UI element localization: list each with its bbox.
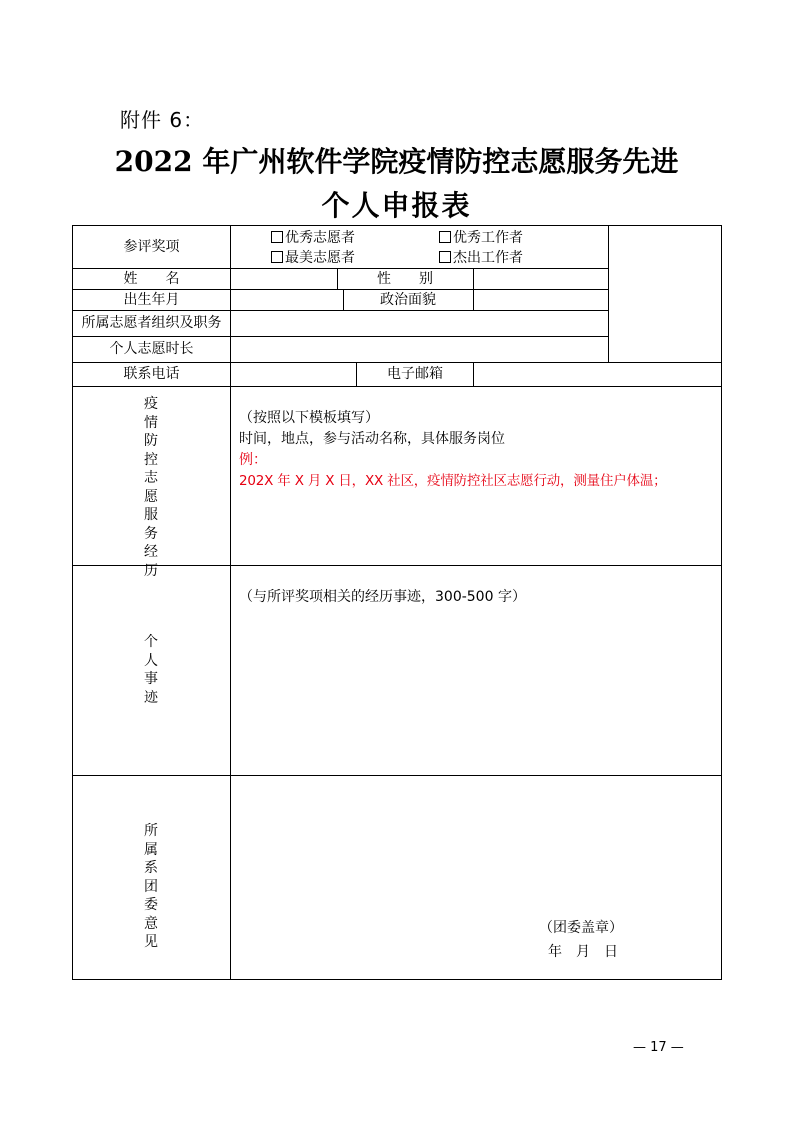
org-label: 所属志愿者组织及职务 [81, 315, 222, 331]
hours-label: 个人志愿时长 [109, 341, 194, 357]
award-label: 参评奖项 [123, 239, 180, 255]
gender-label: 性 别 [377, 271, 433, 287]
example-label: 例： [239, 452, 267, 468]
deeds-hint: （与所评奖项相关的经历事迹，300-500 字） [239, 589, 526, 605]
page-title: 2022 年广州软件学院疫情防控志愿服务先进 [114, 145, 679, 178]
org-field[interactable] [231, 310, 608, 336]
birth-field[interactable] [231, 289, 342, 310]
award-option-most-beautiful-volunteer[interactable]: 最美志愿者 [271, 249, 355, 267]
political-label: 政治面貌 [380, 292, 436, 308]
award-option-excellent-volunteer[interactable]: 优秀志愿者 [271, 229, 355, 247]
experience-hint: （按照以下模板填写） [239, 410, 379, 426]
page-number: — 17 — [633, 1040, 684, 1055]
page-subtitle: 个人申报表 [321, 189, 472, 222]
experience-label: 疫情防控志愿服务经历 [144, 396, 158, 579]
application-form [72, 225, 722, 980]
phone-field[interactable] [231, 362, 356, 386]
photo-area [609, 226, 721, 362]
example-text: 202X 年 X 月 X 日，XX 社区，疫情防控社区志愿行动，测量住户体温； [239, 473, 667, 489]
date-line: 年 月 日 [548, 944, 618, 960]
email-field[interactable] [474, 362, 721, 386]
name-label: 姓 名 [123, 271, 180, 287]
experience-template: 时间，地点，参与活动名称，具体服务岗位 [239, 431, 505, 447]
name-field[interactable] [231, 268, 336, 289]
birth-label: 出生年月 [123, 292, 180, 308]
phone-label: 联系电话 [123, 366, 180, 382]
deeds-label: 个人事迹 [144, 634, 158, 706]
hours-field[interactable] [231, 336, 608, 362]
gender-field[interactable] [474, 268, 608, 289]
email-label: 电子邮箱 [387, 366, 443, 382]
award-option-excellent-worker[interactable]: 优秀工作者 [439, 229, 523, 247]
seal-note: （团委盖章） [539, 920, 623, 936]
political-field[interactable] [474, 289, 608, 310]
award-option-outstanding-worker[interactable]: 杰出工作者 [439, 249, 523, 267]
opinion-label: 所属系团委意见 [144, 823, 158, 950]
attachment-label: 附件 6： [120, 108, 205, 132]
